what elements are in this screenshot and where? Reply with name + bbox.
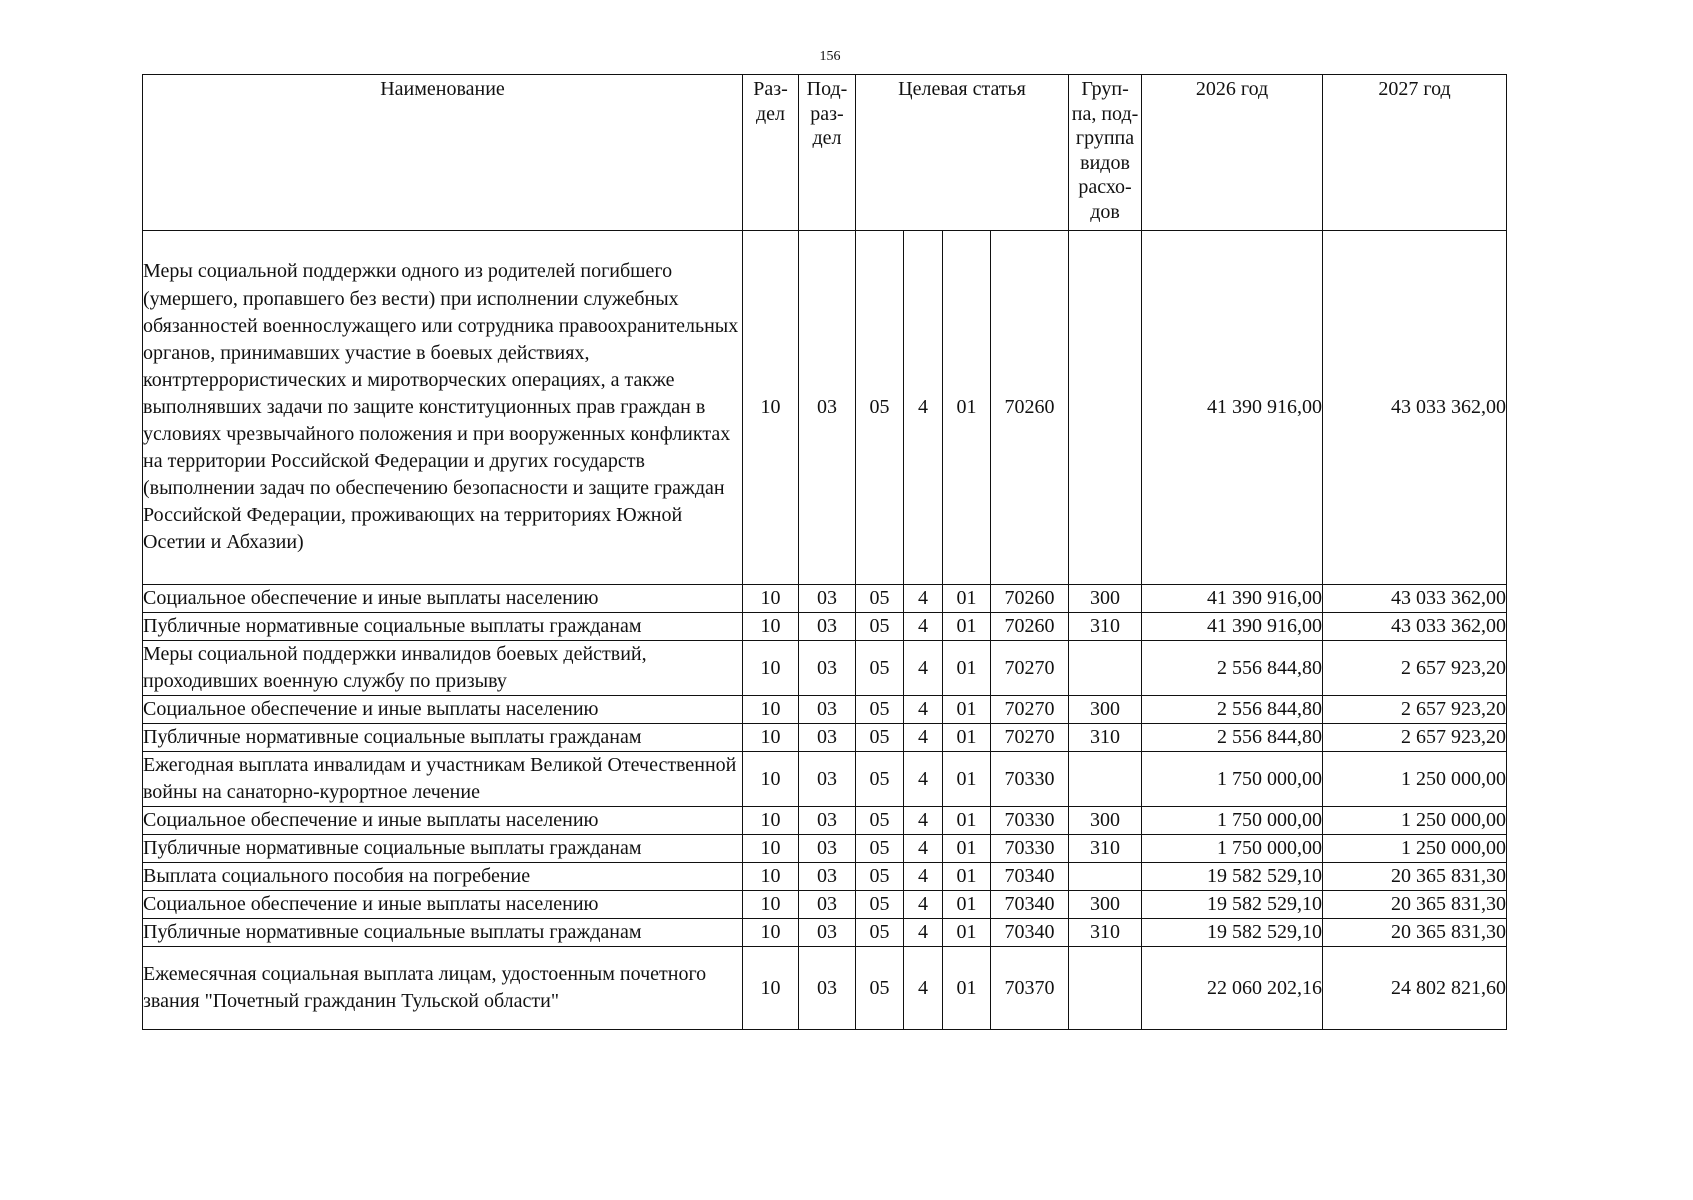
row-amount-2026: 22 060 202,16 [1142,947,1323,1030]
row-section: 10 [743,919,799,947]
table-row [143,613,1507,641]
table-row [143,231,1507,585]
table-row [143,891,1507,919]
row-name: Ежемесячная социальная выплата лицам, удостоенным почетного звания "Почетный гражданин Тульской области" [143,947,743,1030]
row-target-article-subprogram: 01 [943,807,991,835]
row-target-article-subprogram: 01 [943,641,991,696]
row-target-article-subprogram: 01 [943,613,991,641]
row-amount-2027: 2 657 923,20 [1323,641,1507,696]
row-subsection: 03 [799,696,856,724]
row-target-article-program: 05 [856,947,904,1030]
row-target-article-type: 4 [904,919,943,947]
row-section: 10 [743,724,799,752]
row-amount-2027: 2 657 923,20 [1323,696,1507,724]
row-target-article-type: 4 [904,835,943,863]
row-subsection: 03 [799,752,856,807]
row-target-article-type: 4 [904,696,943,724]
row-target-article-type: 4 [904,752,943,807]
row-expense-group: 310 [1069,724,1142,752]
row-name: Публичные нормативные социальные выплаты гражданам [143,919,743,947]
row-subsection: 03 [799,947,856,1030]
row-target-article-subprogram: 01 [943,231,991,585]
row-expense-group: 310 [1069,613,1142,641]
row-target-article-subprogram: 01 [943,947,991,1030]
row-amount-2027: 43 033 362,00 [1323,585,1507,613]
header-expense-group-line: Груп- [1081,78,1129,100]
row-target-article-type: 4 [904,641,943,696]
row-expense-group [1069,231,1142,585]
row-amount-2027: 24 802 821,60 [1323,947,1507,1030]
table-row [143,807,1507,835]
row-section: 10 [743,891,799,919]
row-target-article-direction: 70340 [991,919,1069,947]
row-expense-group: 310 [1069,835,1142,863]
header-expense-group [1069,75,1142,231]
row-amount-2026: 1 750 000,00 [1142,752,1323,807]
row-target-article-type: 4 [904,724,943,752]
row-amount-2026: 2 556 844,80 [1142,641,1323,696]
row-target-article-subprogram: 01 [943,752,991,807]
row-subsection: 03 [799,863,856,891]
row-target-article-subprogram: 01 [943,585,991,613]
row-target-article-program: 05 [856,231,904,585]
row-name: Публичные нормативные социальные выплаты гражданам [143,724,743,752]
row-target-article-program: 05 [856,724,904,752]
row-amount-2026: 41 390 916,00 [1142,585,1323,613]
row-target-article-direction: 70260 [991,613,1069,641]
row-amount-2027: 1 250 000,00 [1323,835,1507,863]
row-target-article-type: 4 [904,231,943,585]
row-target-article-program: 05 [856,613,904,641]
row-name: Социальное обеспечение и иные выплаты населению [143,696,743,724]
row-target-article-program: 05 [856,696,904,724]
row-expense-group [1069,947,1142,1030]
row-subsection: 03 [799,231,856,585]
row-name: Ежегодная выплата инвалидам и участникам Великой Отечественной войны на санаторно-курортное лечение [143,752,743,807]
row-name: Меры социальной поддержки одного из родителей погибшего (умершего, пропавшего без вести) при исполнении служебных обязанностей военнослужащего или сотрудника правоохранительных органов, принимавших участие в боевых действиях, контртеррористических и миротворческих операциях, а также выполнявших задачи по защите конституционных прав граждан в условиях чрезвычайного положения и при вооруженных конфликтах на территории Российской Федерации и других государств (выполнении задач по обеспечению безопасности и защите граждан Российской Федерации, проживающих на территориях Южной Осетии и Абхазии) [143,231,743,585]
header-year-2026: 2026 год [1142,75,1323,231]
row-target-article-program: 05 [856,585,904,613]
header-expense-group-line: расхо- [1078,176,1132,198]
row-section: 10 [743,807,799,835]
row-target-article-program: 05 [856,807,904,835]
table-row [143,835,1507,863]
row-subsection: 03 [799,585,856,613]
row-target-article-subprogram: 01 [943,863,991,891]
table-row [143,585,1507,613]
row-subsection: 03 [799,724,856,752]
row-target-article-program: 05 [856,835,904,863]
header-section-line: дел [755,102,786,125]
row-target-article-direction: 70260 [991,585,1069,613]
row-target-article-direction: 70340 [991,891,1069,919]
row-target-article-subprogram: 01 [943,891,991,919]
header-expense-group-line: группа [1075,127,1135,149]
row-name: Публичные нормативные социальные выплаты гражданам [143,613,743,641]
row-target-article-direction: 70330 [991,752,1069,807]
row-subsection: 03 [799,919,856,947]
row-amount-2027: 43 033 362,00 [1323,613,1507,641]
row-section: 10 [743,641,799,696]
row-target-article-type: 4 [904,613,943,641]
row-target-article-type: 4 [904,863,943,891]
page-number: 156 [819,49,841,64]
header-expense-group-line: па, под- [1071,102,1139,125]
row-target-article-subprogram: 01 [943,696,991,724]
row-section: 10 [743,696,799,724]
row-name: Социальное обеспечение и иные выплаты населению [143,585,743,613]
row-section: 10 [743,231,799,585]
row-expense-group [1069,863,1142,891]
row-target-article-program: 05 [856,891,904,919]
row-expense-group: 300 [1069,696,1142,724]
header-section [743,75,799,231]
table-row [143,863,1507,891]
row-expense-group [1069,752,1142,807]
row-target-article-subprogram: 01 [943,919,991,947]
row-target-article-subprogram: 01 [943,835,991,863]
row-target-article-direction: 70270 [991,696,1069,724]
row-target-article-program: 05 [856,752,904,807]
row-section: 10 [743,863,799,891]
row-expense-group: 310 [1069,919,1142,947]
table-row [143,641,1507,696]
row-target-article-direction: 70270 [991,724,1069,752]
header-subsection-line: раз- [810,102,844,125]
row-target-article-program: 05 [856,641,904,696]
row-target-article-type: 4 [904,947,943,1030]
row-amount-2027: 20 365 831,30 [1323,863,1507,891]
row-name: Публичные нормативные социальные выплаты гражданам [143,835,743,863]
row-target-article-direction: 70340 [991,863,1069,891]
row-amount-2026: 1 750 000,00 [1142,835,1323,863]
header-year-2027: 2027 год [1323,75,1507,231]
budget-table [142,74,1507,1030]
row-amount-2027: 1 250 000,00 [1323,807,1507,835]
row-target-article-type: 4 [904,807,943,835]
header-subsection-line: дел [812,127,842,149]
row-section: 10 [743,585,799,613]
table-row [143,919,1507,947]
row-amount-2026: 19 582 529,10 [1142,891,1323,919]
row-section: 10 [743,947,799,1030]
row-expense-group [1069,641,1142,696]
row-amount-2026: 41 390 916,00 [1142,613,1323,641]
row-target-article-type: 4 [904,585,943,613]
row-amount-2027: 20 365 831,30 [1323,919,1507,947]
row-section: 10 [743,613,799,641]
row-subsection: 03 [799,891,856,919]
header-subsection [799,75,856,231]
row-target-article-subprogram: 01 [943,724,991,752]
row-expense-group: 300 [1069,585,1142,613]
table-row [143,696,1507,724]
row-section: 10 [743,752,799,807]
row-target-article-direction: 70330 [991,835,1069,863]
header-expense-group-line: видов [1080,151,1130,174]
row-amount-2027: 1 250 000,00 [1323,752,1507,807]
header-expense-group-line: дов [1090,200,1120,223]
row-amount-2027: 20 365 831,30 [1323,891,1507,919]
row-target-article-direction: 70270 [991,641,1069,696]
row-section: 10 [743,835,799,863]
row-subsection: 03 [799,807,856,835]
row-subsection: 03 [799,613,856,641]
row-subsection: 03 [799,835,856,863]
row-amount-2026: 41 390 916,00 [1142,231,1323,585]
header-name: Наименование [143,75,743,231]
row-target-article-type: 4 [904,891,943,919]
row-amount-2026: 19 582 529,10 [1142,919,1323,947]
row-target-article-program: 05 [856,919,904,947]
row-target-article-direction: 70370 [991,947,1069,1030]
table-row [143,947,1507,1030]
header-section-line: Раз- [753,78,788,100]
table-row [143,752,1507,807]
table-row [143,724,1507,752]
row-amount-2027: 43 033 362,00 [1323,231,1507,585]
row-expense-group: 300 [1069,807,1142,835]
row-expense-group: 300 [1069,891,1142,919]
row-subsection: 03 [799,641,856,696]
row-amount-2027: 2 657 923,20 [1323,724,1507,752]
row-amount-2026: 2 556 844,80 [1142,724,1323,752]
row-amount-2026: 19 582 529,10 [1142,863,1323,891]
row-name: Социальное обеспечение и иные выплаты населению [143,891,743,919]
header-subsection-line: Под- [806,78,848,100]
row-amount-2026: 1 750 000,00 [1142,807,1323,835]
row-target-article-program: 05 [856,863,904,891]
table-header-row [143,75,1507,231]
row-amount-2026: 2 556 844,80 [1142,696,1323,724]
row-name: Меры социальной поддержки инвалидов боевых действий, проходивших военную службу по призыву [143,641,743,696]
row-target-article-direction: 70260 [991,231,1069,585]
header-target-article: Целевая статья [856,75,1069,231]
row-name: Социальное обеспечение и иные выплаты населению [143,807,743,835]
row-name: Выплата социального пособия на погребение [143,863,743,891]
row-target-article-direction: 70330 [991,807,1069,835]
